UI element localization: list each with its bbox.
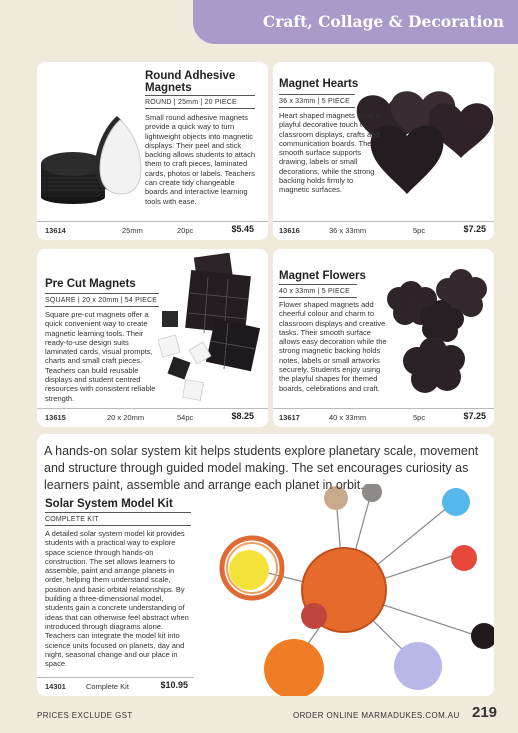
product-code: 13614 [45, 226, 66, 235]
solar-system-model-image [194, 484, 494, 696]
product-spec: 36 x 33mm | 5 PIECE [279, 94, 355, 108]
footer-order-online: ORDER ONLINE MARMADUKES.COM.AU [293, 711, 460, 720]
section-title: Craft, Collage & Decoration [262, 12, 504, 31]
product-size: 36 x 33mm [329, 226, 367, 235]
page-number: 219 [472, 704, 498, 721]
product-footer [37, 677, 194, 693]
flower-magnets-image [381, 267, 493, 397]
product-description: Square pre-cut magnets offer a quick convenient way to create magnetic learning tools. Their ready-to-use design suits laminated cards, visual prompts, charts and small craft pieces. Teachers can build reusable displays and student centred resources with consistent reliable strength. [45, 310, 156, 403]
product-quantity: 20pc [177, 226, 194, 235]
product-price: $5.45 [231, 224, 254, 234]
product-spec: COMPLETE KIT [45, 512, 191, 526]
product-footer [37, 408, 268, 424]
product-quantity: 54pc [177, 413, 194, 422]
product-description: Flower shaped magnets add cheerful colour and charm to classroom displays and creative tasks. Their smooth surface allows easy decoration while the strong magnetic backing holds notes, labels or small artworks securely. Students enjoy using the playful shapes for themed boards, celebrations and craft. [279, 300, 387, 393]
product-card-magnet-hearts [273, 62, 494, 240]
product-footer [273, 408, 494, 424]
footer-gst-note: PRICES EXCLUDE GST [37, 711, 133, 720]
product-code: 13616 [279, 226, 300, 235]
product-price: $7.25 [463, 224, 486, 234]
product-quantity: Complete Kit [86, 682, 129, 691]
product-quantity: 5pc [413, 413, 426, 422]
product-footer [273, 221, 494, 237]
product-title: Pre Cut Magnets [45, 278, 136, 290]
product-price: $8.25 [231, 411, 254, 421]
product-code: 13615 [45, 413, 66, 422]
section-header-band [193, 0, 518, 44]
product-description: A detailed solar system model kit provides students with a practical way to explore space science through hands-on construction. The set allows learners to assemble, paint and arrange planets in order, helping them understand scale, position and basic orbital relationships. By building a three-dimensional model, students gain a concrete understanding of ideas that can otherwise feel abstract when introduced through diagrams alone. Teachers can integrate the model kit into science units focused on planets, day and night, seasonal change and our place in space. [45, 529, 189, 669]
intro-paragraph: A hands-on solar system kit helps students explore planetary scale, movement and structure through guided model making. The set encourages curiosity as learners paint, assemble and arrange each planet in orbit. [44, 444, 479, 492]
round-magnets-image [37, 102, 145, 222]
product-card-solar-system-kit [37, 434, 494, 696]
product-title: Solar System Model Kit [45, 498, 173, 510]
product-size: 40 x 33mm [329, 413, 367, 422]
product-size: 20 x 20mm [107, 413, 145, 422]
product-title: Magnet Flowers [279, 270, 366, 282]
product-card-round-magnets [37, 62, 268, 240]
square-magnets-image [158, 253, 266, 403]
product-code: 13617 [279, 413, 300, 422]
product-card-pre-cut-magnets [37, 249, 268, 427]
product-spec: ROUND | 25mm | 20 PIECE [145, 95, 255, 109]
product-title: Round Adhesive Magnets [145, 70, 236, 94]
product-card-magnet-flowers [273, 249, 494, 427]
product-spec: 40 x 33mm | 5 PIECE [279, 284, 357, 298]
product-price: $10.95 [160, 680, 188, 690]
product-description: Heart shaped magnets bring a playful decorative touch to classroom displays, crafts and communication boards. The smooth surface supports drawing, labels or small decorations, while the strong backing holds firmly to magnetic surfaces. [279, 111, 380, 195]
product-spec: SQUARE | 20 x 20mm | 54 PIECE [45, 293, 159, 307]
product-footer [37, 221, 268, 237]
product-price: $7.25 [463, 411, 486, 421]
product-code: 14301 [45, 682, 66, 691]
product-title: Magnet Hearts [279, 78, 359, 90]
product-size: 25mm [122, 226, 143, 235]
product-description: Small round adhesive magnets provide a quick way to turn lightweight objects into magnetic displays. Their peel and stick backing allows students to attach them to craft pieces, laminated cards, photos or labels. Teachers can create tidy changeable boards and interactive learning tools with ease. [145, 113, 256, 206]
product-quantity: 5pc [413, 226, 426, 235]
